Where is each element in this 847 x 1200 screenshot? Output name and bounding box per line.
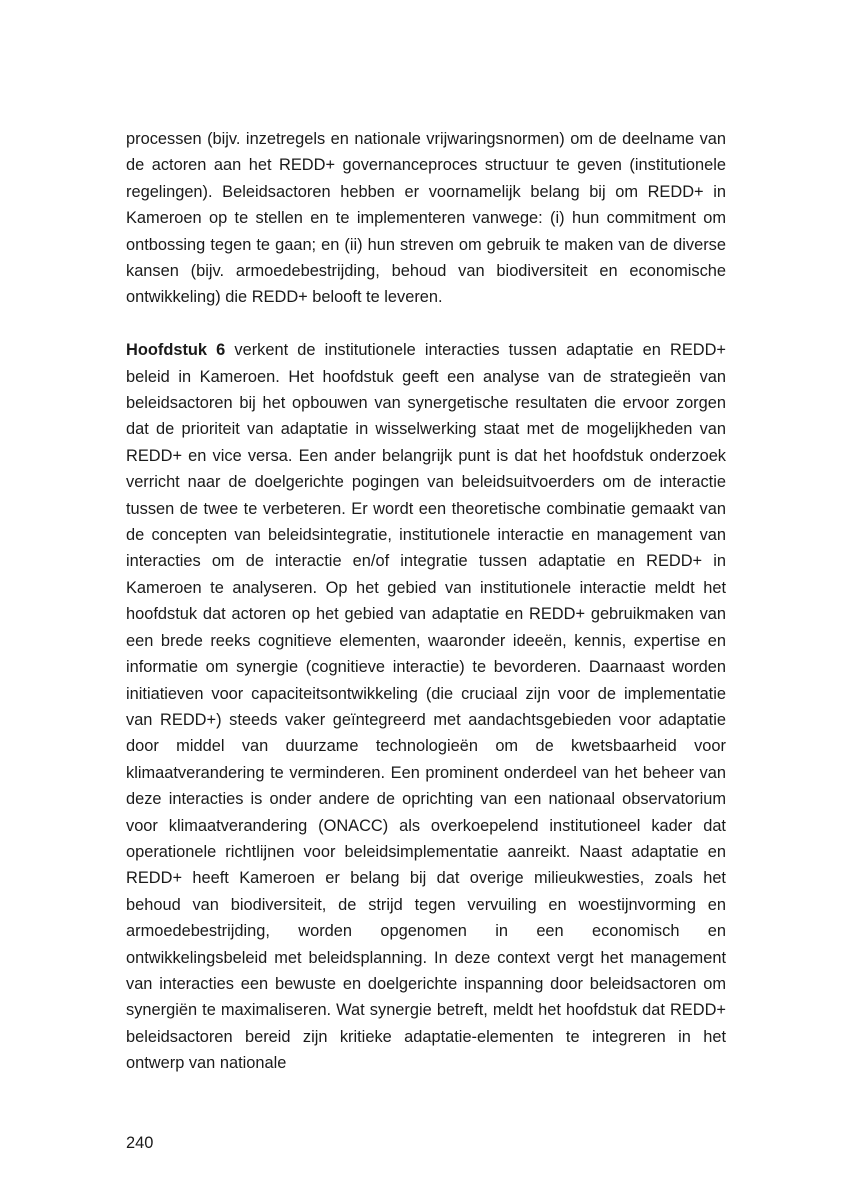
paragraph-chapter-6-text: verkent de institutionele interacties tussen adaptatie en REDD+ beleid in Kameroen. Het hoofdstuk geeft een analyse van de strategieën van beleidsactoren bij het opbouwen van synergetische resultaten die ervoor zorgen dat de prioriteit van adaptatie in wisselwerking staat met de mogelijkheden van REDD+ en vice versa. Een ander belangrijk punt is dat het hoofdstuk onderzoek verricht naar de doelgerichte pogingen van beleidsuitvoerders om de interactie tussen de twee te verbeteren. Er wordt een theoretische combinatie gemaakt van de concepten van beleidsintegratie, institutionele interactie en management van interacties om de interactie en/of integratie tussen adaptatie en REDD+ in Kameroen te analyseren. Op het gebied van institutionele interactie meldt het hoofdstuk dat actoren op het gebied van adaptatie en REDD+ gebruikmaken van een brede reeks cognitieve elementen, waaronder ideeën, kennis, expertise en informatie om synergie (cognitieve interactie) te bevorderen. Daarnaast worden initiatieven voor capaciteitsontwikkeling (die cruciaal zijn voor de implementatie van REDD+) steeds vaker geïntegreerd met aandachtsgebieden voor adaptatie door middel van duurzame technologieën om de kwetsbaarheid voor klimaatverandering te verminderen. Een prominent onderdeel van het beheer van deze interacties is onder andere de oprichting van een nationaal observatorium voor klimaatverandering (ONACC) als overkoepelend institutioneel kader dat operationele richtlijnen voor beleidsimplementatie aanreikt. Naast adaptatie en REDD+ heeft Kameroen er belang bij dat overige milieukwesties, zoals het behoud van biodiversiteit, de strijd tegen vervuiling en woestijnvorming en armoedebestrijding, worden opgenomen in een economisch en ontwikkelingsbeleid met beleidsplanning. In deze context vergt het management van interacties een bewuste en doelgerichte inspanning door beleidsactoren om synergiën te maximaliseren. Wat synergie betreft, meldt het hoofdstuk dat REDD+ beleidsactoren bereid zijn kritieke adaptatie-elementen te integreren in het ontwerp van nationale [126,341,727,1073]
page-body [126,126,726,1077]
page-number: 240 [126,1134,154,1152]
chapter-6-heading: Hoofdstuk 6 [126,341,226,360]
paragraph-processes-text: processen (bijv. inzetregels en nationale vrijwaringsnormen) om de deelname van de actoren aan het REDD+ governanceproces structuur te geven (institutionele regelingen). Beleidsactoren hebben er voornamelijk belang bij om REDD+ in Kameroen op te stellen en te implementeren vanwege: (i) hun commitment om ontbossing tegen te gaan; en (ii) hun streven om gebruik te maken van de diverse kansen (bijv. armoedebestrijding, behoud van biodiversiteit en economische ontwikkeling) die REDD+ belooft te leveren. [126,130,726,307]
paragraph-chapter-6 [126,337,726,1076]
paragraph-processes [126,126,726,311]
